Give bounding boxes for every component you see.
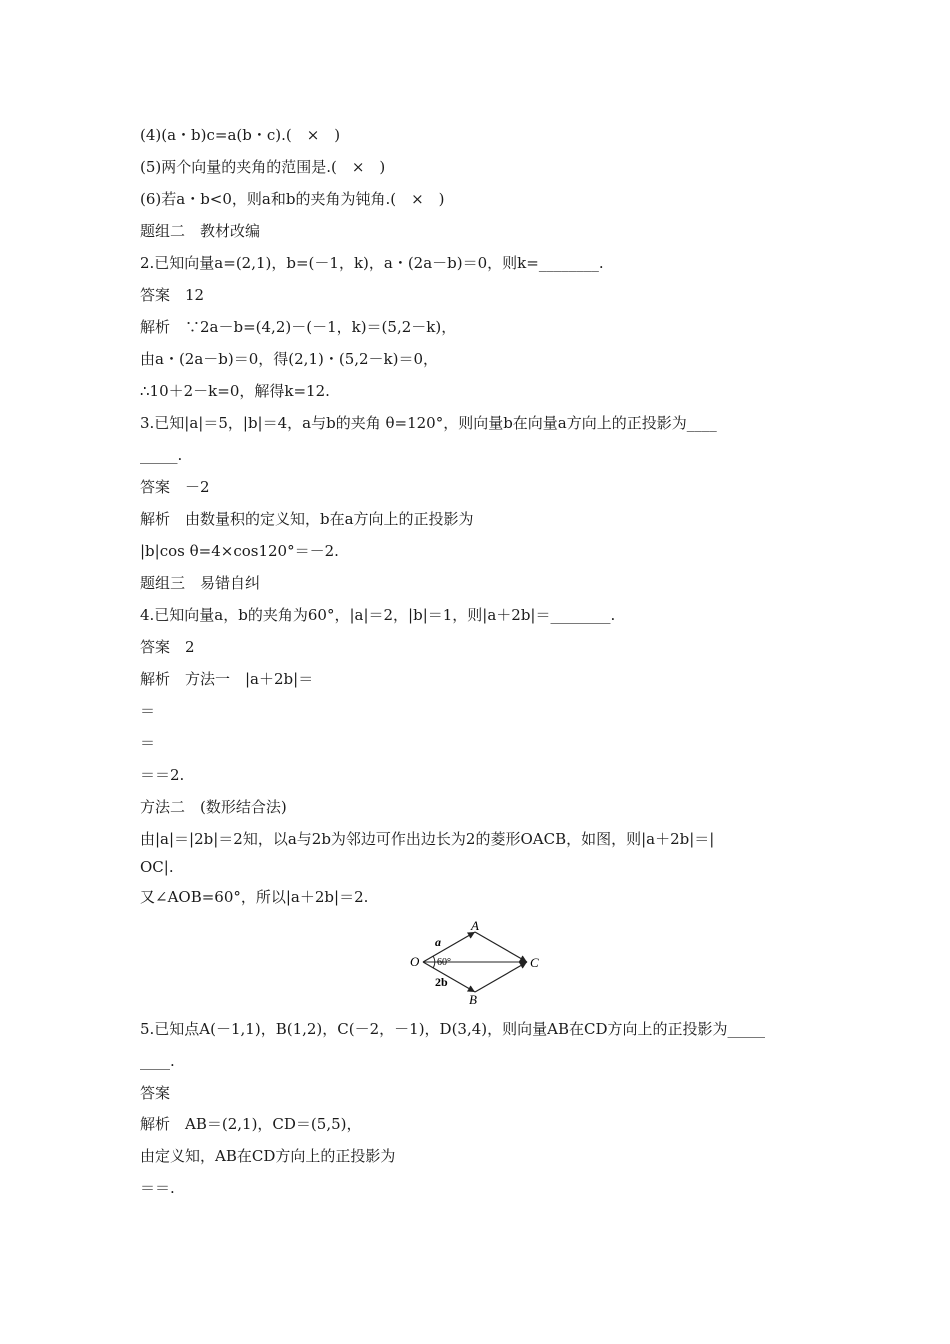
analysis-2-line-3: ∴10＋2－k=0，解得k=12. xyxy=(140,382,330,400)
problem-2: 2.已知向量a=(2,1)，b=(－1，k)，a・(2a－b)＝0，则k=________. xyxy=(140,254,604,272)
vector-a-label: a xyxy=(435,935,441,949)
answer-2: 答案 12 xyxy=(140,286,205,304)
section-heading-3: 题组三 易错自纠 xyxy=(140,574,261,592)
answer-5: 答案 xyxy=(140,1084,171,1102)
method-2-line-3: 又∠AOB=60°，所以|a＋2b|＝2. xyxy=(140,888,369,906)
rhombus-diagram xyxy=(405,916,550,1008)
point-c-label: C xyxy=(530,955,539,970)
answer-4: 答案 2 xyxy=(140,638,195,656)
analysis-4-line-2: ＝ xyxy=(140,702,156,720)
point-b-label: B xyxy=(469,992,477,1007)
line-4: (4)(a・b)c=a(b・c).( × ) xyxy=(140,126,341,144)
problem-3-blank: _____. xyxy=(140,446,183,464)
analysis-3-line-1: 解析 由数量积的定义知，b在a方向上的正投影为 xyxy=(140,510,474,528)
analysis-5-line-2: 由定义知，AB在CD方向上的正投影为 xyxy=(140,1147,396,1165)
point-o-label: O xyxy=(410,954,420,969)
method-2-line-2: OC|. xyxy=(140,858,174,876)
side-bc-line xyxy=(475,962,527,992)
analysis-2-line-1: 解析 ∵2a－b=(4,2)－(－1，k)＝(5,2－k)， xyxy=(140,318,457,336)
angle-label: 60° xyxy=(437,957,451,968)
side-ac-line xyxy=(475,932,527,962)
analysis-4-line-3: ＝ xyxy=(140,734,156,752)
analysis-4-line-4: ＝＝2. xyxy=(140,766,185,784)
analysis-5-line-3: ＝＝. xyxy=(140,1179,175,1197)
analysis-3-line-2: |b|cos θ=4×cos120°＝－2. xyxy=(140,542,339,560)
method-2-line-1: 由|a|＝|2b|＝2知，以a与2b为邻边可作出边长为2的菱形OACB，如图，则|a＋2b|＝| xyxy=(140,830,715,848)
analysis-2-line-2: 由a・(2a－b)＝0，得(2,1)・(5,2－k)＝0， xyxy=(140,350,439,368)
point-a-label: A xyxy=(471,918,479,933)
line-5: (5)两个向量的夹角的范围是.( × ) xyxy=(140,158,386,176)
analysis-5-line-1: 解析 AB＝(2,1)，CD＝(5,5)， xyxy=(140,1115,362,1133)
answer-3: 答案 －2 xyxy=(140,478,210,496)
problem-5-blank: ____. xyxy=(140,1052,175,1070)
analysis-4-line-1: 解析 方法一 |a＋2b|＝ xyxy=(140,670,314,688)
problem-4: 4.已知向量a，b的夹角为60°，|a|＝2，|b|＝1，则|a＋2b|＝________. xyxy=(140,606,616,624)
line-6: (6)若a・b<0，则a和b的夹角为钝角.( × ) xyxy=(140,190,445,208)
method-2-heading: 方法二 (数形结合法) xyxy=(140,798,287,816)
problem-5: 5.已知点A(－1,1)，B(1,2)，C(－2，－1)，D(3,4)，则向量AB在CD方向上的正投影为_____ xyxy=(140,1020,766,1038)
problem-3: 3.已知|a|＝5，|b|＝4，a与b的夹角 θ=120°，则向量b在向量a方向上的正投影为____ xyxy=(140,414,717,432)
section-heading-2: 题组二 教材改编 xyxy=(140,222,261,240)
vector-2b-label: 2b xyxy=(435,975,448,989)
